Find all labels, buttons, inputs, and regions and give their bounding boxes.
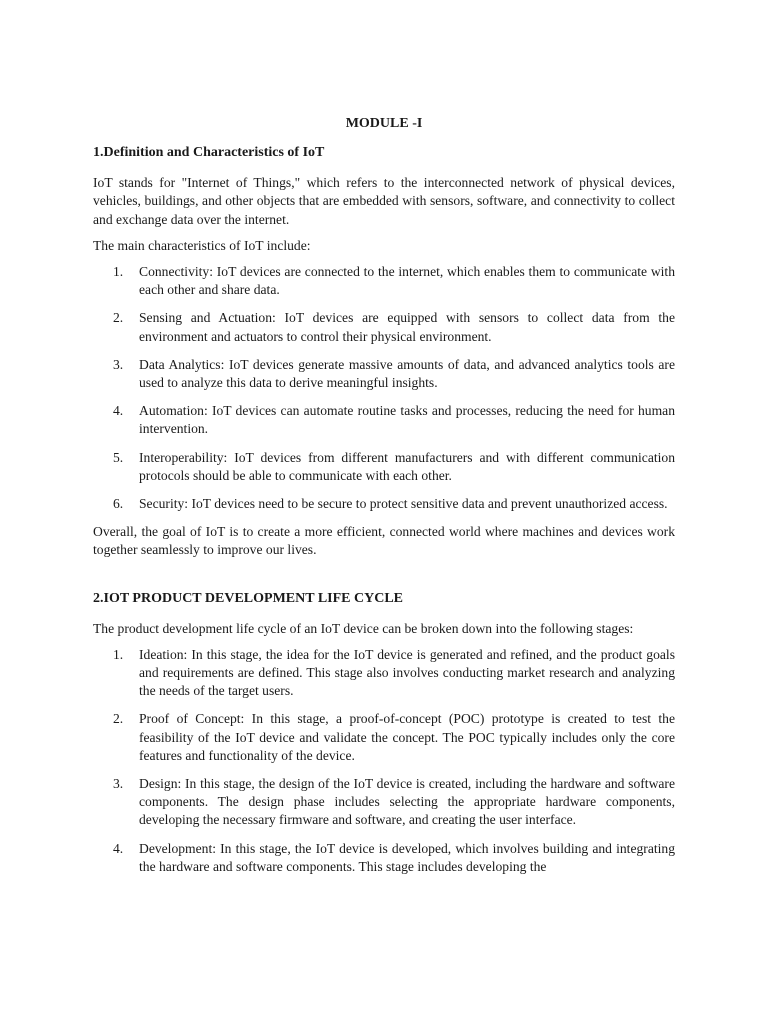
list-item-number: 2. (113, 711, 124, 727)
list-item (93, 775, 675, 830)
section1-heading: 1.Definition and Characteristics of IoT (93, 145, 325, 161)
list-item-number: 6. (113, 496, 124, 512)
section-spacer (93, 568, 675, 590)
section1-intro: IoT stands for "Internet of Things," which refers to the interconnected network of physical devices, vehicles, buildings, and other objects that are embedded with sensors, software, and connectivity to collect and exchange data over the internet. (93, 175, 675, 227)
list-item-text: Security: IoT devices need to be secure to protect sensitive data and prevent unauthorized access. (139, 496, 668, 512)
section1-lead: The main characteristics of IoT include: (93, 237, 311, 253)
list-item-number: 4. (113, 403, 124, 419)
list-item (93, 356, 675, 392)
section2-intro: The product development life cycle of an IoT device can be broken down into the following stages: (93, 620, 634, 636)
list-item (93, 495, 675, 513)
list-item-number: 5. (113, 449, 124, 465)
list-item-number: 1. (113, 646, 124, 662)
list-item-text: Data Analytics: IoT devices generate massive amounts of data, and advanced analytics tools are used to analyze this data to derive meaningful insights. (139, 356, 675, 391)
list-item-text: Design: In this stage, the design of the IoT device is created, including the hardware and software components. The design phase includes selecting the appropriate hardware components, developing the necessary firmware and software, and creating the user interface. (139, 776, 675, 828)
list-item-text: Interoperability: IoT devices from different manufacturers and with different communication protocols should be able to communicate with each other. (139, 449, 675, 483)
list-item (93, 449, 675, 485)
list-item-text: Sensing and Actuation: IoT devices are equipped with sensors to collect data from the environment and actuators to control their physical environment. (139, 310, 675, 344)
list-item-text: Connectivity: IoT devices are connected to the internet, which enables them to communicate with each other and share data. (139, 264, 675, 298)
list-item-text: Development: In this stage, the IoT device is developed, which involves building and integrating the hardware and software components. This stage includes developing the (139, 840, 675, 874)
list-item-number: 1. (113, 264, 124, 280)
list-item (93, 646, 675, 701)
module-title: MODULE -I (345, 116, 423, 131)
list-item-number: 3. (113, 356, 124, 372)
list-item-number: 3. (113, 776, 124, 792)
list-item (93, 710, 675, 765)
lifecycle-list (93, 646, 675, 876)
section1-conclusion: Overall, the goal of IoT is to create a more efficient, connected world where machines and devices work together seamlessly to improve our lives. (93, 524, 675, 558)
list-item (93, 402, 675, 438)
list-item-number: 4. (113, 840, 124, 856)
document-content (93, 115, 675, 886)
list-item (93, 263, 675, 299)
list-item-text: Automation: IoT devices can automate routine tasks and processes, reducing the need for human intervention. (139, 403, 675, 437)
section2-heading: 2.IOT PRODUCT DEVELOPMENT LIFE CYCLE (93, 590, 403, 606)
list-item-text: Proof of Concept: In this stage, a proof-of-concept (POC) prototype is created to test the feasibility of the IoT device and validate the concept. The POC typically includes only the core features and functionality of the device. (139, 711, 675, 763)
list-item-number: 2. (113, 310, 124, 326)
list-item (93, 840, 675, 876)
list-item-text: Ideation: In this stage, the idea for the IoT device is generated and refined, and the product goals and requirements are defined. This stage also involves conducting market research and analyzing the needs of the target users. (139, 646, 675, 699)
list-item (93, 309, 675, 345)
characteristics-list (93, 263, 675, 513)
